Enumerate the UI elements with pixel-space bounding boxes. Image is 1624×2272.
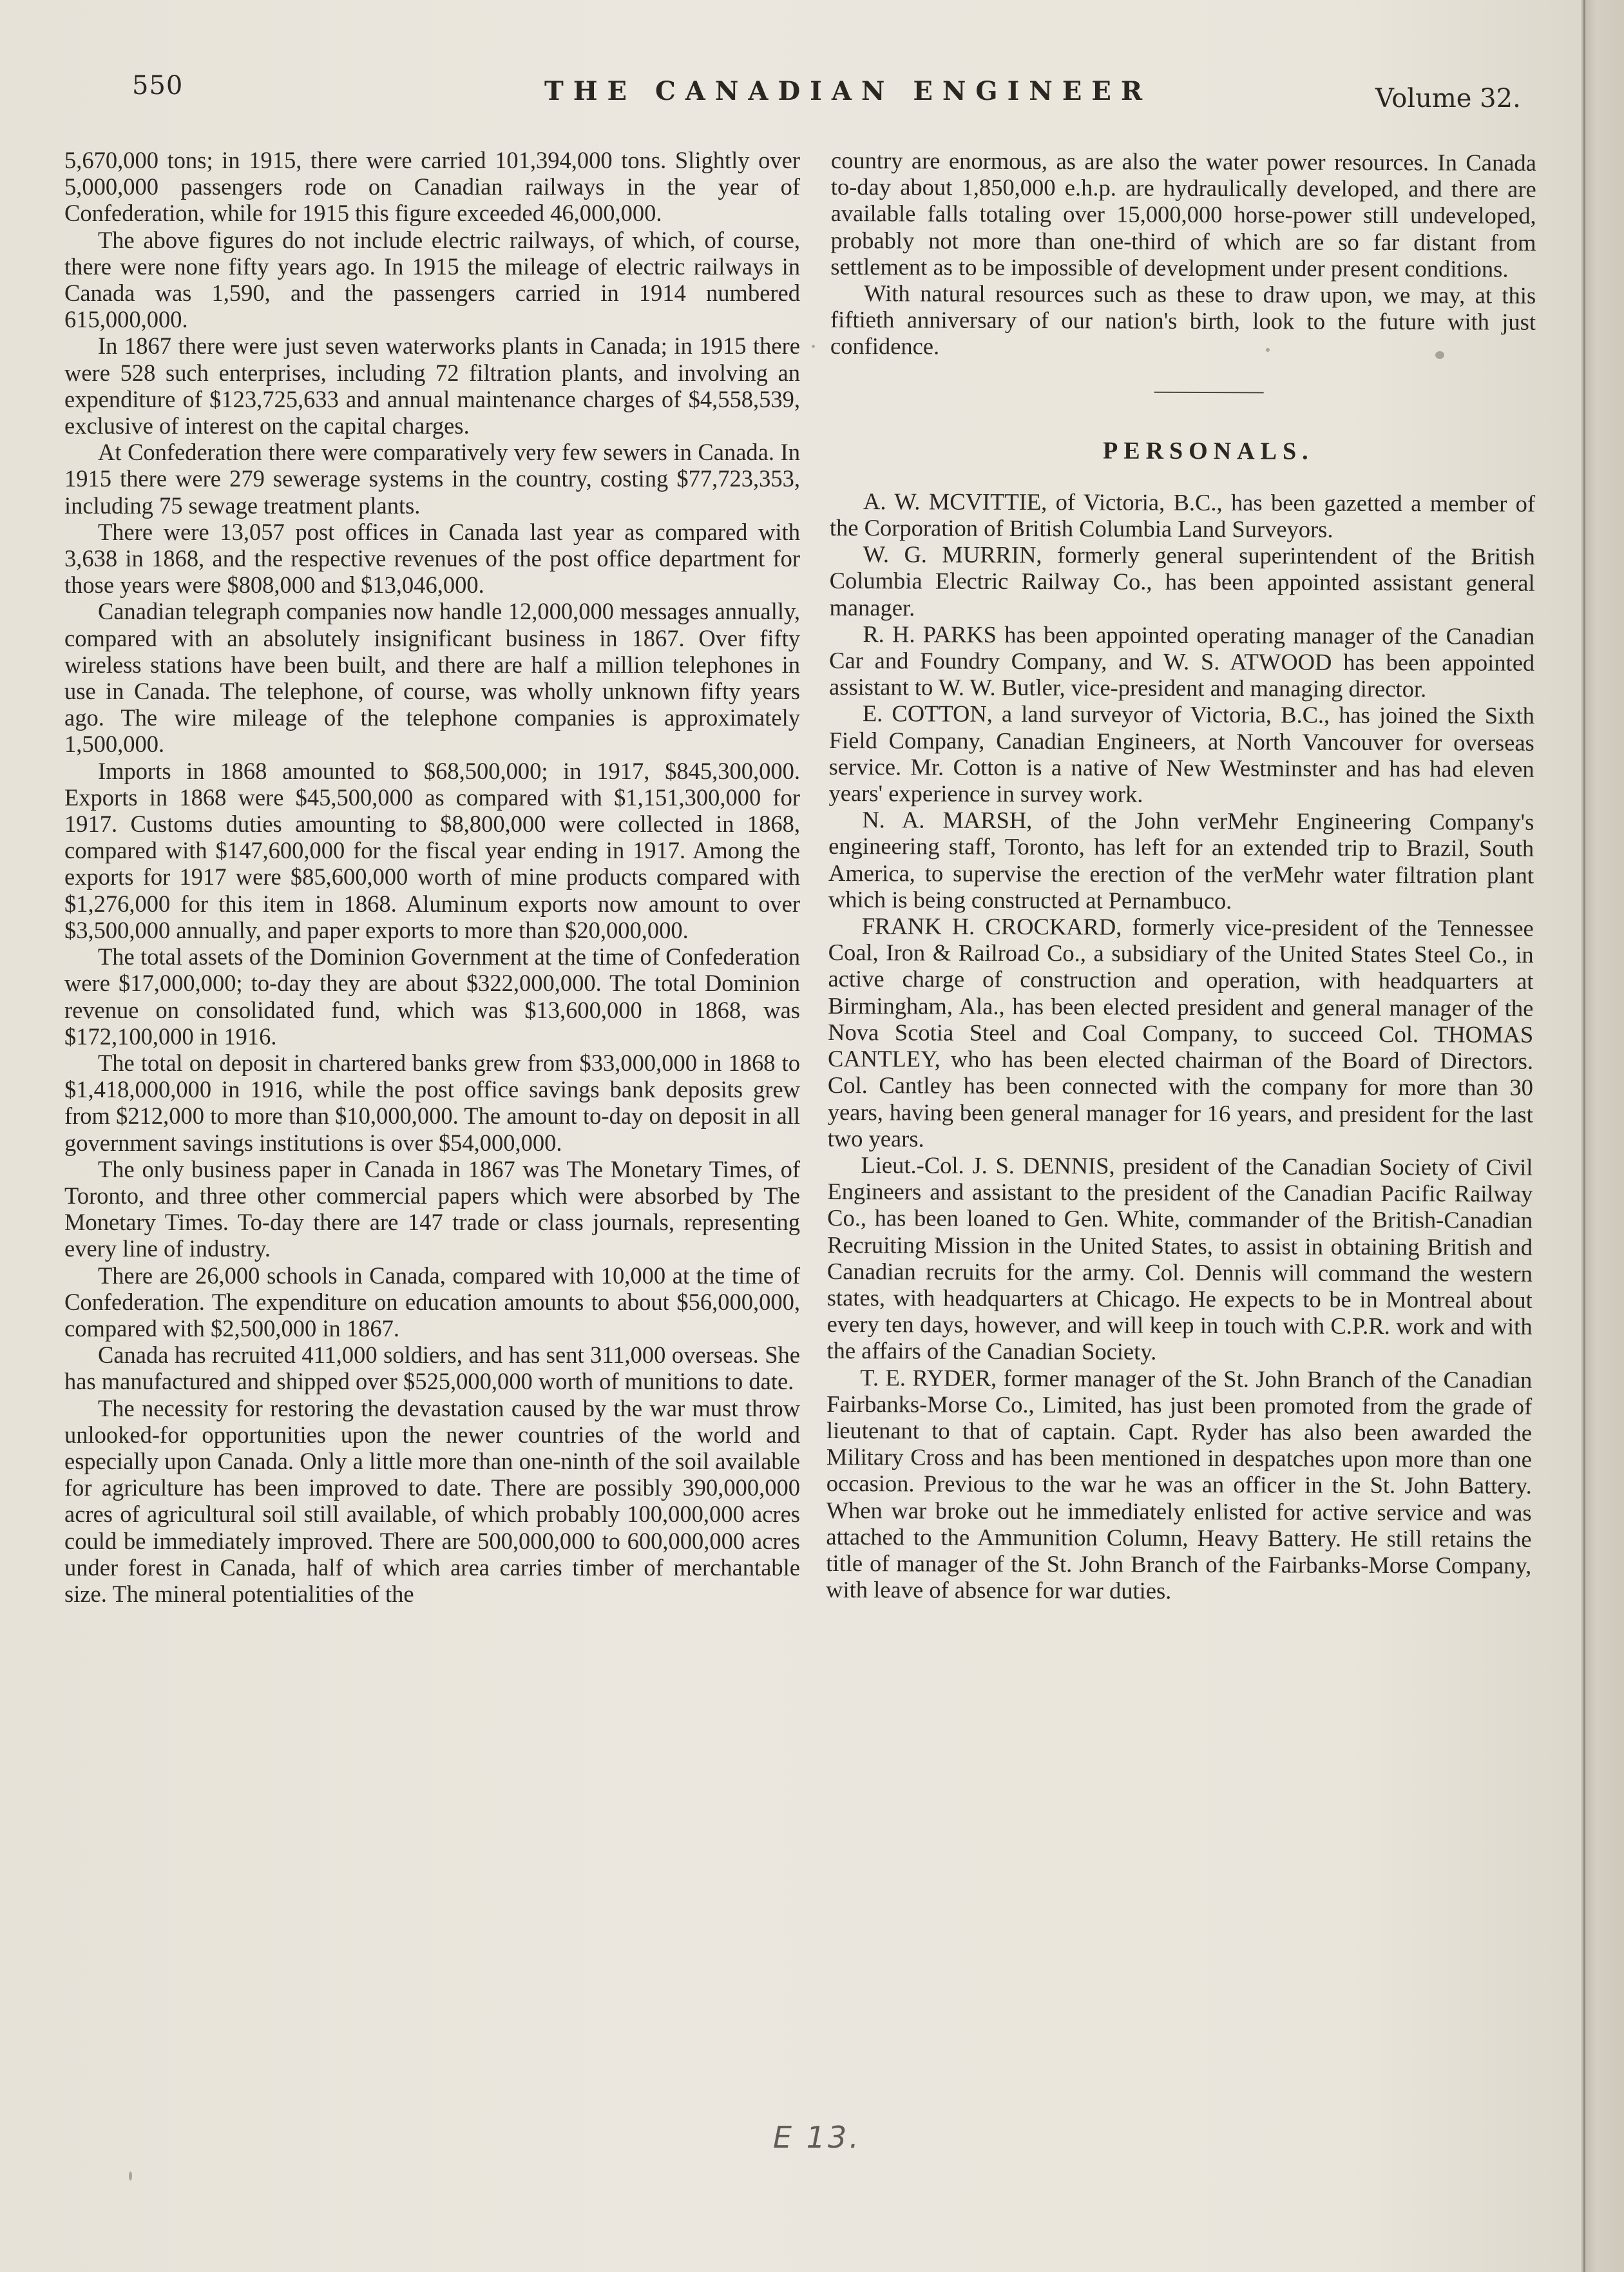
article-paragraph: 5,670,000 tons; in 1915, there were carried 101,394,000 tons. Slightly over 5,000,000 passengers rode on Canadian railways in the year of Confederation, while for 1915 this figure exceeded 46,000,000.: [64, 147, 800, 227]
personal-entry: [828, 912, 1534, 1154]
personal-name: T. E. RYDER,: [860, 1363, 997, 1391]
article-paragraph: The total on deposit in chartered banks grew from $33,000,000 in 1868 to $1,418,000,000 in 1916, while the post office savings bank deposits grew from $212,000 to more than $10,000,000. The amount to-day on deposit in all government savings institutions is over $54,000,000.: [64, 1049, 800, 1156]
page-gutter-line: [1583, 0, 1585, 2272]
article-closing-paragraph: With natural resources such as these to draw upon, we may, at this fiftieth anniversary of our nation's birth, look to the future with just confidence.: [830, 280, 1536, 360]
ink-smudge: [1266, 348, 1270, 352]
personal-name: W. G. MURRIN,: [863, 541, 1042, 568]
ink-smudge: [812, 345, 815, 348]
personal-entry: [828, 700, 1534, 809]
personal-name: FRANK H. CROCKARD,: [861, 912, 1122, 940]
personals-heading: PERSONALS.: [1103, 437, 1314, 465]
personal-text: has been appointed operating manager of the Canadian Car and Foundry Company, and W. S. ATWOOD has been appointed assistant to W. W. Butler, vice-president and managing director.: [829, 621, 1535, 702]
ink-smudge: [1435, 351, 1444, 359]
personal-entry: [829, 541, 1534, 622]
volume-label: Volume 32.: [1375, 84, 1521, 113]
page-number: 550: [132, 71, 184, 101]
personal-entry: [830, 488, 1535, 543]
right-column: [826, 147, 1536, 1605]
personal-name: A. W. MCVITTIE,: [863, 488, 1047, 515]
personal-text: former manager of the St. John Branch of the Canadian Fairbanks-Morse Co., Limited, has just been promoted from the grade of lieutenant to that of captain. Capt. Ryder has also been awarded the Military Cross and has been mentioned in despatches upon more than one occasion. Previous to the war he was an officer in the St. John Battery. When war broke out he immediately enlisted for active service and was attached to the Ammunition Column, Heavy Battery. He still retains the title of manager of the St. John Branch of the Fairbanks-Morse Company, with leave of absence for war duties.: [826, 1364, 1533, 1604]
personal-text: formerly general superintendent of the British Columbia Electric Railway Co., has been appointed assistant general manager.: [829, 541, 1535, 621]
article-paragraph: The only business paper in Canada in 1867 was The Monetary Times, of Toronto, and three other commercial papers which were absorbed by The Monetary Times. To-day there are 147 trade or class journals, representing every line of industry.: [64, 1155, 800, 1262]
personal-text: president of the Canadian Society of Civil Engineers and assistant to the president of the Canadian Pacific Railway Co., has been loaned to Gen. White, commander of the British-Canadian Recruiting Mission in the United States, to assist in obtaining British and Canadian recruits for the army. Col. Dennis will command the western states, with headquarters at Chicago. He expects to be in Montreal about every ten days, however, and will keep in touch with C.P.R. work and with the affairs of the Canadian Society.: [826, 1152, 1533, 1365]
article-paragraph: The necessity for restoring the devastation caused by the war must throw unlooked-for opportunities upon the newer countries of the world and especially upon Canada. Only a little more than one-ninth of the soil available for agriculture has been improved to date. There are possibly 390,000,000 acres of agricultural soil still available, of which probably 100,000,000 acres could be immediately improved. There are 500,000,000 to 600,000,000 acres under forest in Canada, half of which area carries timber of merchantable size. The mineral potentialities of the: [64, 1394, 800, 1607]
handwritten-annotation: E 13.: [773, 2120, 861, 2155]
personal-name: E. COTTON,: [862, 700, 993, 727]
article-paragraph: There were 13,057 post offices in Canada last year as compared with 3,638 in 1868, and the respective revenues of the post office department for those years were $808,000 and $13,046,000.: [64, 518, 800, 599]
article-paragraph: Imports in 1868 amounted to $68,500,000; in 1917, $845,300,000. Exports in 1868 were $45,500,000 as compared with $1,151,300,000 for 1917. Customs duties amounting to $8,800,000 were collected in 1868, compared with $147,600,000 for the fiscal year ending in 1917. Among the exports for 1917 were $85,600,000 worth of mine products compared with $1,276,000 for this item in 1868. Aluminum exports now amount to over $3,500,000 annually, and paper exports to more than $20,000,000.: [64, 757, 800, 943]
personal-text: of the John verMehr Engineering Company's engineering staff, Toronto, has left for an extended trip to Brazil, South America, to supervise the erection of the verMehr water filtration plant which is being constructed at Pernambuco.: [828, 807, 1534, 914]
section-divider: [1154, 391, 1263, 393]
journal-title: THE CANADIAN ENGINEER: [544, 76, 1152, 106]
personal-name: R. H. PARKS: [863, 621, 997, 648]
article-paragraph: Canadian telegraph companies now handle 12,000,000 messages annually, compared with an absolutely insignificant business in 1867. Over fifty wireless stations have been built, and there are half a million telephones in use in Canada. The telephone, of course, was wholly unknown fifty years ago. The wire mileage of the telephone companies is approximately 1,500,000.: [64, 598, 800, 758]
personal-entry: [826, 1151, 1533, 1366]
personal-name: N. A. MARSH,: [862, 806, 1033, 834]
article-paragraph: Canada has recruited 411,000 soldiers, and has sent 311,000 overseas. She has manufactured and shipped over $525,000,000 worth of munitions to date.: [64, 1342, 800, 1395]
personal-entry: [828, 806, 1534, 915]
personal-name: Lieut.-Col. J. S. DENNIS,: [861, 1151, 1115, 1179]
page-fold: [1581, 0, 1624, 2272]
running-header: [0, 71, 1591, 116]
personal-text: formerly vice-president of the Tennessee Coal, Iron & Railroad Co., a subsidiary of the United States Steel Co., in active charge of construction and operation, with headquarters at Birmingham, Ala., has been elected president and general manager of the Nova Scotia Steel and Coal Company, to succeed Col. THOMAS CANTLEY, who has been elected chairman of the Board of Directors. Col. Cantley has been connected with the company for more than 30 years, having been general manager for 16 years, and president for the last two years.: [827, 913, 1534, 1152]
article-paragraph: country are enormous, as are also the water power resources. In Canada to-day about 1,850,000 e.h.p. are hydraulically developed, and there are available falls totaling over 15,000,000 horse-power still undeveloped, probably not more than one-third of which are so far distant from settlement as to be impossible of development under present conditions.: [830, 147, 1536, 282]
personal-text: of Victoria, B.C., has been gazetted a member of the Corporation of British Columbia Land Surveyors.: [829, 488, 1536, 543]
personal-entry: [826, 1364, 1532, 1606]
article-paragraph: The above figures do not include electric railways, of which, of course, there were none fifty years ago. In 1915 the mileage of electric railways in Canada was 1,590, and the passengers carried in 1914 numbered 615,000,000.: [64, 226, 800, 333]
personal-entry: [829, 621, 1534, 702]
ink-smudge: [129, 2171, 132, 2181]
article-paragraph: There are 26,000 schools in Canada, compared with 10,000 at the time of Confederation. The expenditure on education amounts to about $56,000,000, compared with $2,500,000 in 1867.: [64, 1262, 800, 1342]
left-column: [64, 147, 800, 1607]
article-paragraph: The total assets of the Dominion Government at the time of Confederation were $17,000,000; to-day they are about $322,000,000. The total Dominion revenue on consolidated fund, which was $13,600,000 in 1868, was $172,100,000 in 1916.: [64, 943, 800, 1050]
personal-text: a land surveyor of Victoria, B.C., has joined the Sixth Field Company, Canadian Engineers, at North Vancouver for overseas service. Mr. Cotton is a native of New Westminster and has had eleven years' experience in survey work.: [828, 700, 1534, 807]
article-paragraph: At Confederation there were comparatively very few sewers in Canada. In 1915 there were 279 sewerage systems in the country, costing $77,723,353, including 75 sewage treatment plants.: [64, 439, 800, 519]
article-paragraph: In 1867 there were just seven waterworks plants in Canada; in 1915 there were 528 such enterprises, including 72 filtration plants, and involving an expenditure of $123,725,633 and annual maintenance charges of $4,558,539, exclusive of interest on the capital charges.: [64, 332, 800, 439]
